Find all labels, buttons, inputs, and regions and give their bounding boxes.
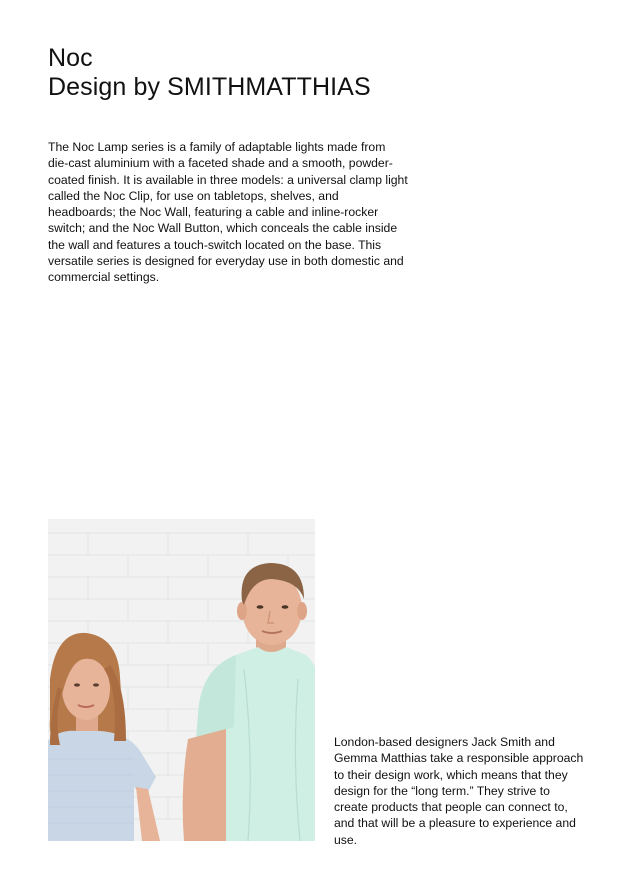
designers-bio: London-based designers Jack Smith and Gemma Matthias take a responsible approach to their design work, which means that they design for the “long term.” They strive to create products that people can connect to, and that will be a pleasure to experience and use. xyxy=(334,735,584,847)
designer-credit: Design by SMITHMATTHIAS xyxy=(48,73,371,101)
page-title xyxy=(48,44,371,102)
designers-photo xyxy=(48,519,315,841)
product-description: The Noc Lamp series is a family of adaptable lights made from die-cast aluminium with a faceted shade and a smooth, powder-coated finish. It is available in three models: a universal clamp light called the Noc Clip, for use on tabletops, shelves, and headboards; the Noc Wall, featuring a cable and inline-rocker switch; and the Noc Wall Button, which conceals the cable inside the wall and features a touch-switch located on the base. This versatile series is designed for everyday use in both domestic and commercial settings. xyxy=(48,140,408,285)
product-name: Noc xyxy=(48,44,93,72)
